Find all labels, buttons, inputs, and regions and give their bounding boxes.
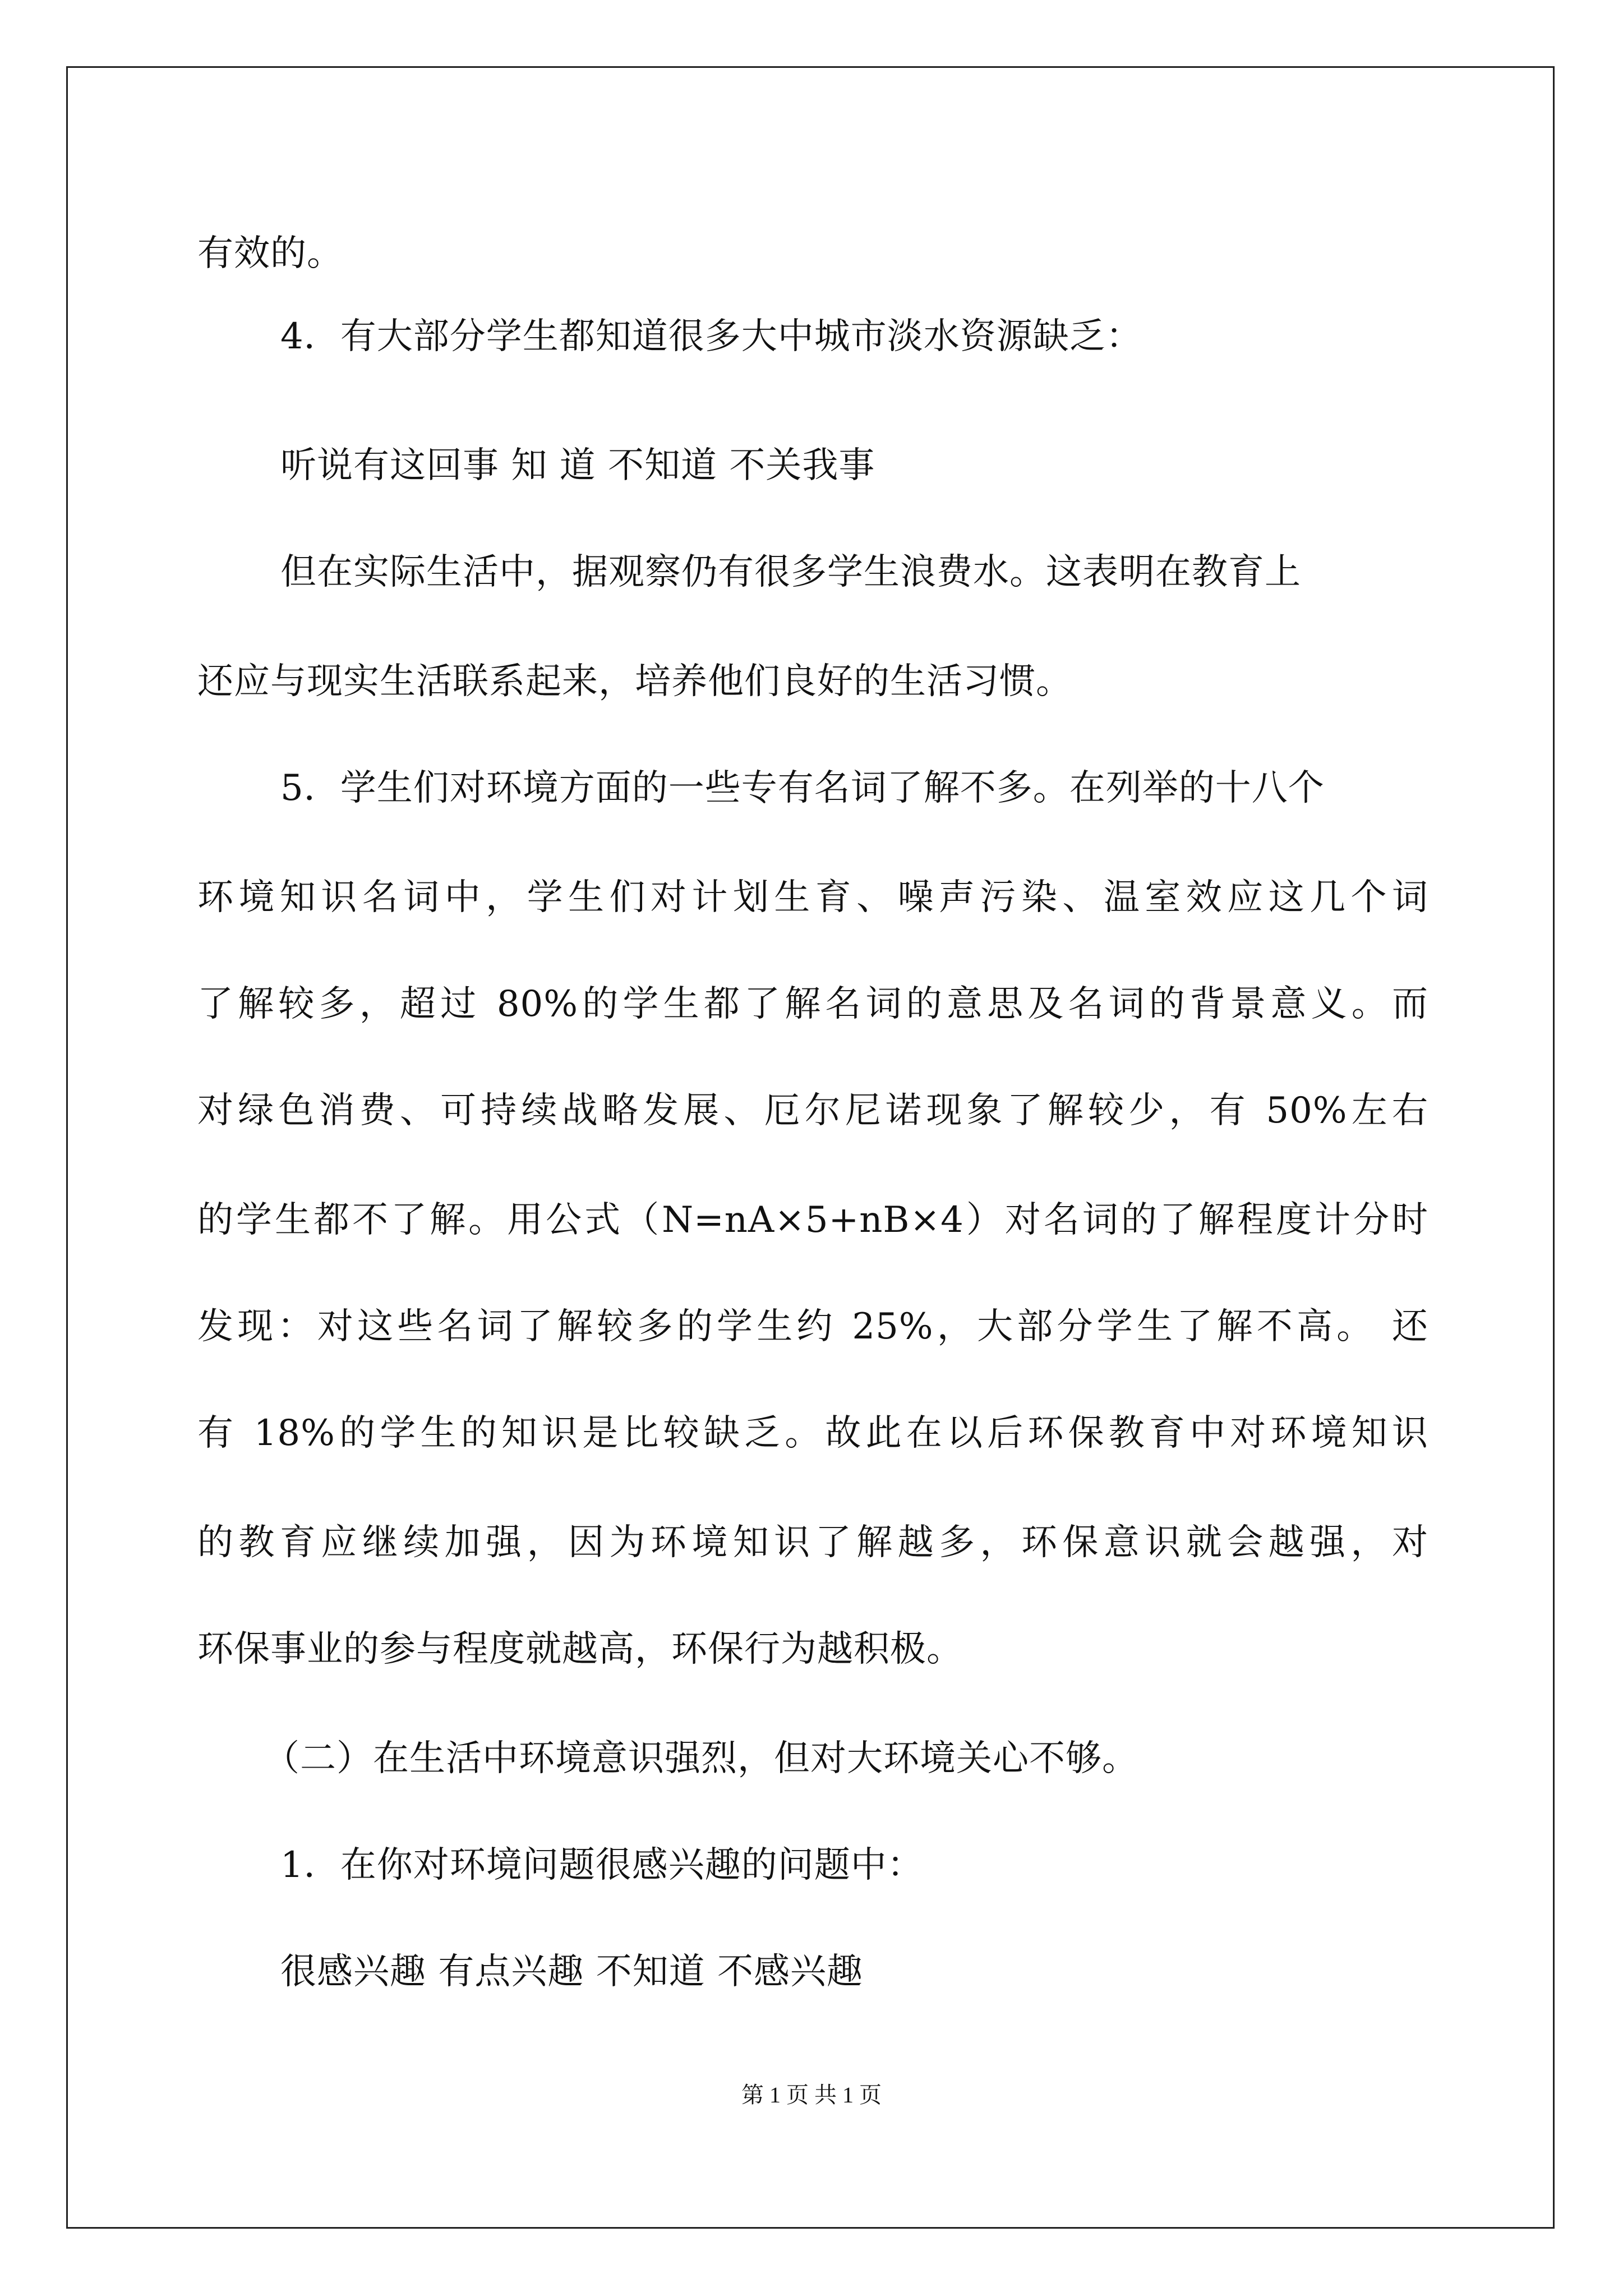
- page-number-footer: 第 1 页 共 1 页: [741, 2082, 882, 2108]
- text-line-14: 环保事业的参与程度就越高，环保行为越积极。: [197, 1628, 963, 1670]
- text-line-16: 1．在你对环境问题很感兴趣的问题中：: [280, 1844, 924, 1886]
- text-line-7: 环境知识名词中，学生们对计划生育、噪声污染、温室效应这几个词: [197, 877, 1428, 918]
- text-line-5: 还应与现实生活联系起来，培养他们良好的生活习惯。: [197, 661, 1072, 702]
- text-line-12: 有 18%的学生的知识是比较缺乏。故此在以后环保教育中对环境知识: [197, 1412, 1428, 1454]
- text-line-6: 5．学生们对环境方面的一些专有名词了解不多。在列举的十八个: [280, 767, 1325, 809]
- text-line-10: 的学生都不了解。用公式（N=nA×5+nB×4）对名词的了解程度计分时: [197, 1199, 1428, 1241]
- text-line-3: 听说有这回事 知 道 不知道 不关我事: [280, 445, 875, 486]
- text-line-13: 的教育应继续加强，因为环境知识了解越多，环保意识就会越强，对: [197, 1522, 1428, 1563]
- text-line-2: 4．有大部分学生都知道很多大中城市淡水资源缺乏：: [280, 316, 1142, 357]
- section-heading: （二）在生活中环境意识强烈，但对大环境关心不够。: [264, 1738, 1138, 1779]
- page-border: [66, 66, 1555, 2229]
- text-line-11: 发现：对这些名词了解较多的学生约 25%，大部分学生了解不高。 还: [197, 1306, 1428, 1347]
- text-line-1: 有效的。: [197, 233, 343, 274]
- text-line-9: 对绿色消费、可持续战略发展、厄尔尼诺现象了解较少，有 50%左右: [197, 1090, 1428, 1131]
- text-line-17: 很感兴趣 有点兴趣 不知道 不感兴趣: [280, 1951, 864, 1993]
- text-line-4: 但在实际生活中，据观察仍有很多学生浪费水。这表明在教育上: [280, 551, 1301, 593]
- text-line-8: 了解较多，超过 80%的学生都了解名词的意思及名词的背景意义。而: [197, 983, 1428, 1025]
